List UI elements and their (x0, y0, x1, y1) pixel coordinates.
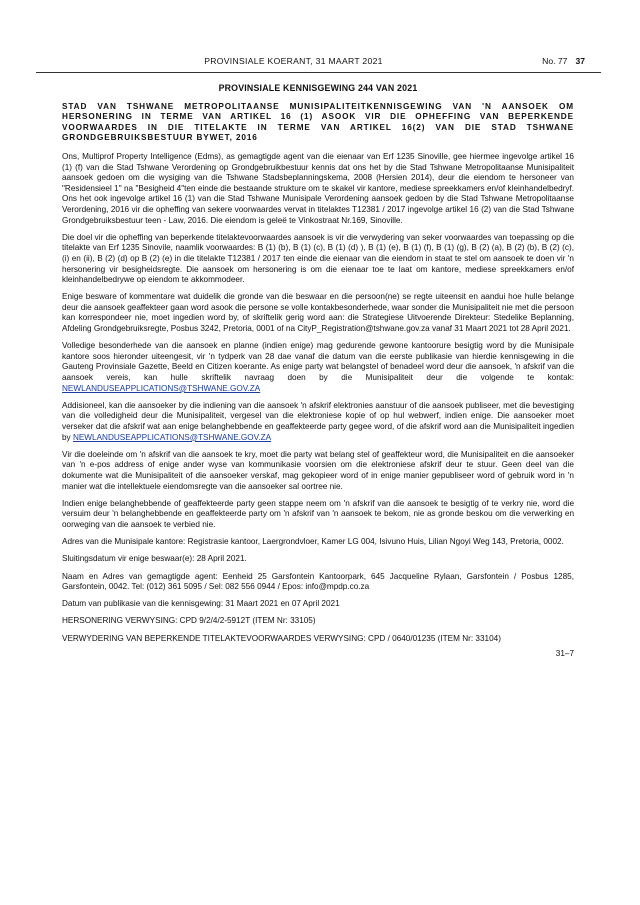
paragraph-copy-rights: Vir die doeleinde om 'n afskrif van die aansoek te kry, moet die party wat belang stel of geaffekteur word, die Munisipaliteit en die aansoeker van 'n e-pos address of enige ander wyse van kommunikasie voorsien om die elektroniese afskrif deur te stuur. Geen deel van die dokumente wat die Munisipaliteit of die aansoeker verskaf, mag gekopieer word of in enige manier gepubliseer word of gebruik word in 'n manier wat die intellektuele eiendomsregte van die aansoeker sal oortree nie. (62, 449, 574, 491)
paragraph-electronic-copy (62, 401, 574, 443)
paragraph-purpose: Die doel vir die opheffing van beperkende titelaktevoorwaardes aansoek is vir die verwydering van seker voorwaardes van toepassing op die titelakte van Erf 1235 Sinovile, naamlik voorwaardes: B (1) (b), B (1) (c), B (1) (d) ), B (1) (e), B (1) (f), B (1) (g), B (2) (a), B (2) (b), B (2) (c), (i) en (ii), B (2) (d) op B (2) (e) in die titelakte T12381 / 2017 ten einde die eienaar van die eiendom in staat te stel om aansoek te doen vir 'n hersonering vir besigheidsregte. Die aansoek om hersonering is om die eienaar toe te laat om kantore, mediese spreekkamers en/of kleinhandelbedrywe op eiendom te akkommodeer. (62, 232, 574, 285)
notice-title: PROVINSIALE KENNISGEWING 244 VAN 2021 (218, 83, 418, 93)
publication-title: PROVINSIALE KOERANT, 31 MAART 2021 (204, 56, 383, 66)
paragraph-failure: Indien enige belanghebbende of geaffekteerde party geen stappe neem om 'n afskrif van die aansoek te besigtig of te verkry nie, word die versuim deur 'n belanghebbende en geaffekteerde party om 'n afskrif van 'n aansoek te bekom, nie as gronde beskou om die verwerking en oorweging van die aansoek te verbied nie. (62, 498, 574, 529)
paragraph-rezoning-ref: HERSONERING VERWYSING: CPD 9/2/4/2-5912T (ITEM Nr: 33105) (62, 616, 316, 626)
paragraph-address: Adres van die Munisipale kantore: Registrasie kantoor, Laergrondvloer, Kamer LG 004, Isivuno Huis, Lilian Ngoyi Weg 143, Pretoria, 0002. (62, 537, 564, 547)
paragraph-inspection-text: Volledige besonderhede van die aansoek en planne (indien enige) mag gedurende gewone kantoorure besigtig word by die Munisipale kantore soos hieronder uiteengesit, vir 'n tydperk van 28 dae vanaf die datum van die eerste publikasie van hierdie kennisgewing in die Gauteng Provinsiale Gazette, Beeld en Citizen koerante. As enige party wat belangstel of benadeel word deur die aansoek, 'n afskrif van die aansoek vereis, kan hulle skriftelik navraag doen by die Munisipaliteit deur die volgende te kontak: (62, 341, 574, 383)
issue-and-page (542, 56, 585, 66)
notice-body (62, 83, 574, 659)
page-header (62, 56, 585, 72)
paragraph-applicant: Ons, Multiprof Property Intelligence (Edms), as gemagtigde agent van die eienaar van Erf 1235 Sinoville, gee hiermee ingevolge artikel 16 (1) (f) van die Stad Tshwane Verordening op Grondgebruikbestuur kennis dat ons het by die Stad Tshwane Metropolitaanse Munisipaliteit aansoek gedoen om die wysiging van die Tshwane Stadsbeplanningskema, 2008 (Hersien 2014), deur die eiendom te hersoneer van "Residensieel 1" na "Besigheid 4"ten einde die bestaande strukture om te skakel vir kantore, mediese spreekkamers en/of kleinhandelbedryf. Ons het ook ingevolge artikel 16 (1) van die Stad Tshwane Munisipale Verordening aansoek gedoen by die Stad Tshwane Metropolitaanse Verordening, 2016 vir die opheffing van sekere voorwaardes vervat in titelaktes T12381 / 2017 ingevolge artikel 16 (2) van die Stad Tshwane Grondgebruiksbestuur teen - Law, 2016. Die eiendom is geleë te Vinkostraat Nr.169, Sinoville. (62, 151, 574, 225)
paragraph-agent: Naam en Adres van gemagtigde agent: Eenheid 25 Garsfontein Kantoorpark, 645 Jacqueline Rylaan, Garsfontein / Posbus 1285, Garsfontein, 0042. Tel: (012) 361 5095 / Sel: 082 556 0944 / Epos: info@mpdp.co.za (62, 571, 574, 592)
email-link-2[interactable]: NEWLANDUSEAPPLICATIONS@TSHWANE.GOV.ZA (72, 432, 272, 442)
paragraph-closing-date: Sluitingsdatum vir enige beswaar(e): 28 April 2021. (62, 554, 247, 564)
paragraph-electronic-copy-text: Addisioneel, kan die aansoeker by die indiening van die aansoek 'n afskrif elektronies aanstuur of die aansoek publiseer, met die bevestiging van die volledigheid deur die Munisipaliteit, vergesel van die elektroniese kopie of op hul webwerf, indien enige. Die aansoeker moet verseker dat die afskrif wat aan enige belanghebbende en geaffekteerde party gegee word, of die afskrif word aan die Munisipaliteit ingedien by (62, 400, 574, 442)
paragraph-removal-ref: VERWYDERING VAN BEPERKENDE TITELAKTEVOORWAARDES VERWYSING: CPD / 0640/01235 (ITEM Nr: 33104) (62, 633, 501, 643)
notice-reference: 31–7 (555, 648, 574, 658)
notice-heading: STAD VAN TSHWANE METROPOLITAANSE MUNISIPALITEITKENNISGEWING VAN 'N AANSOEK OM HERSONERING IN TERME VAN ARTIKEL 16 (1) ASOOK VIR DIE OPHEFFING VAN BEPERKENDE VOORWAARDES IN DIE TITELAKTE IN TERME VAN ARTIKEL 16(2) VAN DIE STAD TSHWANE GRONDGEBRUIKSBESTUUR BYWET, 2016 (62, 101, 574, 143)
page-number: 37 (575, 56, 585, 66)
paragraph-inspection (62, 341, 574, 394)
header-rule (36, 72, 601, 73)
issue-number: No. 77 (542, 56, 568, 66)
paragraph-objections: Enige besware of kommentare wat duidelik die gronde van die beswaar en die persoon(ne) se regte uiteensit en aandui hoe hulle belange deur die aansoek geaffekteer gaan word asook die persone se volle kontakbesonderhede, waar sonder die Munisipaliteit nie met die persoon kan korrespondeer nie, moet ingedien word by, of skriftelik gerig word aan: die Strategiese Uitvoerende Direkteur: Stedelike Beplanning, Afdeling Grondgebruiksregte, Posbus 3242, Pretoria, 0001 of na CityP_Registration@tshwane.gov.za vanaf 31 Maart 2021 tot 28 April 2021. (62, 292, 574, 334)
paragraph-publication-dates: Datum van publikasie van die kennisgewing: 31 Maart 2021 en 07 April 2021 (62, 599, 340, 609)
email-link-1[interactable]: NEWLANDUSEAPPLICATIONS@TSHWANE.GOV.ZA (62, 383, 261, 393)
